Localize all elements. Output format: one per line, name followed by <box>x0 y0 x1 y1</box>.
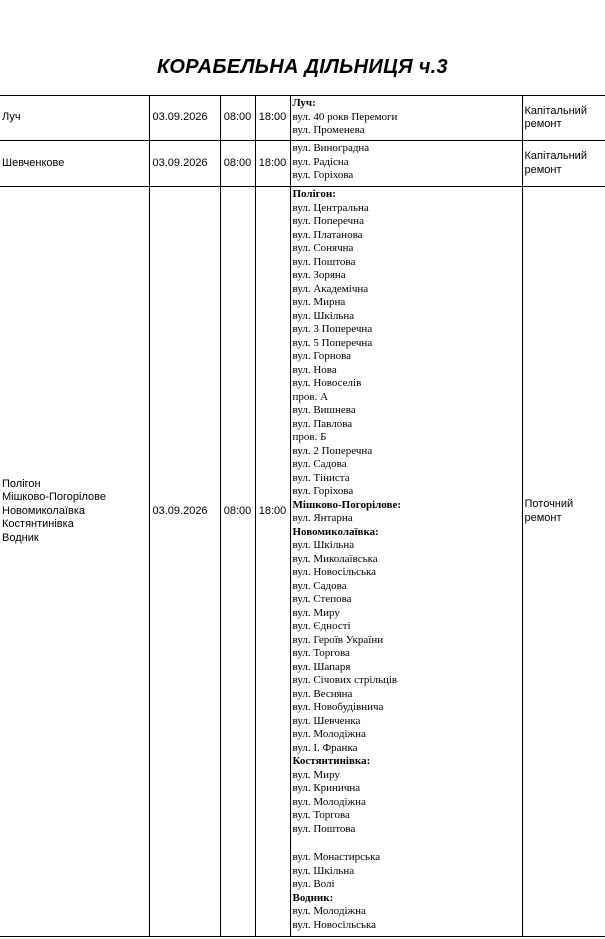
settlement-cell <box>0 187 149 837</box>
street-item: пров. Б <box>292 431 327 443</box>
street-item: вул. Сонячна <box>292 242 354 254</box>
street-item: вул. Миколаївська <box>292 552 378 565</box>
settlement-name: Луч <box>2 111 21 124</box>
street-item: вул. Новоселів <box>292 377 362 389</box>
street-item: вул. Шкільна <box>292 309 355 322</box>
street-item: вул. Молодіжна <box>292 905 366 917</box>
settlement-heading: Мішково-Погорілове: <box>292 498 402 511</box>
street-item: вул. 5 Поперечна <box>292 336 373 349</box>
street-item: вул. Героїв України <box>292 633 384 646</box>
settlement-heading: Новомиколаївка: <box>292 525 379 538</box>
street-item: вул. Академічна <box>292 282 369 295</box>
street-item: вул. Янтарна <box>292 512 353 524</box>
street-item: вул. Горіхова <box>292 485 354 497</box>
table-row <box>0 187 605 837</box>
street-item: вул. Променева <box>292 124 365 136</box>
street-item: вул. Павлова <box>292 417 353 430</box>
end-time-cell <box>255 850 290 936</box>
street-item: вул. Мирна <box>292 296 346 308</box>
street-item: пров. А <box>292 390 329 403</box>
street-item: вул. 3 Поперечна <box>292 323 373 335</box>
settlement-name: Шевченкове <box>2 156 65 169</box>
street-item: вул. Січових стрільців <box>292 674 398 686</box>
street-item: вул. Центральна <box>292 201 369 214</box>
settlement-name: Костянтинівка <box>2 518 74 531</box>
street-item: вул. Шкільна <box>292 864 355 877</box>
schedule-table-body <box>0 96 605 937</box>
street-item: вул. Зоряна <box>292 269 346 281</box>
street-item: вул. Монастирська <box>292 851 381 863</box>
end-time-cell: 18:00 <box>255 141 290 187</box>
street-item: вул. Шкільна <box>292 539 355 551</box>
street-item: вул. Горнова <box>292 350 352 362</box>
streets-cell <box>290 850 522 936</box>
street-item: вул. Шевченка <box>292 714 361 727</box>
street-item: вул. Нова <box>292 363 337 376</box>
street-item: вул. Поштова <box>292 255 356 268</box>
settlement-name: Водник <box>2 531 39 544</box>
date-cell: 03.09.2026 <box>149 141 220 187</box>
street-item: вул. Вишнева <box>292 404 356 416</box>
street-item: вул. Поштова <box>292 822 356 835</box>
table-row <box>0 141 605 187</box>
page-break-gap <box>0 836 605 850</box>
street-item: вул. Молодіжна <box>292 795 366 808</box>
repair-type-cell: Поточний ремонт <box>522 187 605 837</box>
repair-type-cell <box>522 850 605 936</box>
street-item: вул. Степова <box>292 593 352 605</box>
end-time-cell: 18:00 <box>255 96 290 141</box>
street-item: вул. 2 Поперечна <box>292 444 373 457</box>
settlement-cell <box>0 96 149 141</box>
street-item: вул. Миру <box>292 768 340 781</box>
street-item: вул. Весняна <box>292 687 353 700</box>
start-time-cell: 08:00 <box>220 187 255 837</box>
street-item: вул. Тіниста <box>292 471 350 484</box>
start-time-cell: 08:00 <box>220 96 255 141</box>
settlement-heading: Полігон: <box>292 188 336 200</box>
repair-type-cell: Капітальний ремонт <box>522 141 605 187</box>
street-item: вул. 40 рокв Перемоги <box>292 110 398 123</box>
start-time-cell: 08:00 <box>220 141 255 187</box>
date-cell: 03.09.2026 <box>149 96 220 141</box>
date-cell <box>149 850 220 936</box>
street-item: вул. Новобудівнича <box>292 701 384 713</box>
street-item: вул. Платанова <box>292 228 363 241</box>
start-time-cell <box>220 850 255 936</box>
settlement-name: Мішково-Погорілове <box>2 491 106 504</box>
street-item: вул. Садова <box>292 458 347 470</box>
street-item: вул. Садова <box>292 579 347 592</box>
streets-cell <box>290 141 522 187</box>
repair-type-cell: Капітальний ремонт <box>522 96 605 141</box>
street-item: вул. Кринична <box>292 782 361 794</box>
table-row <box>0 96 605 141</box>
date-cell: 03.09.2026 <box>149 187 220 837</box>
settlement-name: Полігон <box>2 477 41 490</box>
street-item: вул. Волі <box>292 878 335 890</box>
end-time-cell: 18:00 <box>255 187 290 837</box>
schedule-table <box>0 95 605 937</box>
settlement-name: Новомиколаївка <box>2 504 86 517</box>
street-item: вул. Виноградна <box>292 142 370 154</box>
street-item: вул. Єдності <box>292 620 351 632</box>
street-item: вул. Шапаря <box>292 660 351 673</box>
streets-cell <box>290 96 522 141</box>
street-item: вул. Молодіжна <box>292 728 366 740</box>
streets-cell <box>290 187 522 837</box>
settlement-cell <box>0 850 149 936</box>
settlement-heading: Луч: <box>292 97 316 109</box>
street-item: вул. Радісна <box>292 155 349 168</box>
page-title: КОРАБЕЛЬНА ДІЛЬНИЦЯ ч.3 <box>157 56 448 78</box>
street-item: вул. Торгова <box>292 809 350 821</box>
street-item: вул. Поперечна <box>292 215 364 227</box>
street-item: вул. Торгова <box>292 647 350 659</box>
street-item: вул. Горіхова <box>292 169 354 181</box>
settlement-heading: Водник: <box>292 891 334 904</box>
street-item: вул. Миру <box>292 606 340 619</box>
table-row-continuation <box>0 850 605 936</box>
street-item: вул. І. Франка <box>292 741 358 754</box>
settlement-cell <box>0 141 149 187</box>
street-item: вул. Новосільська <box>292 566 377 578</box>
street-item: вул. Новосільська <box>292 918 377 931</box>
settlement-heading: Костянтинівка: <box>292 755 371 767</box>
